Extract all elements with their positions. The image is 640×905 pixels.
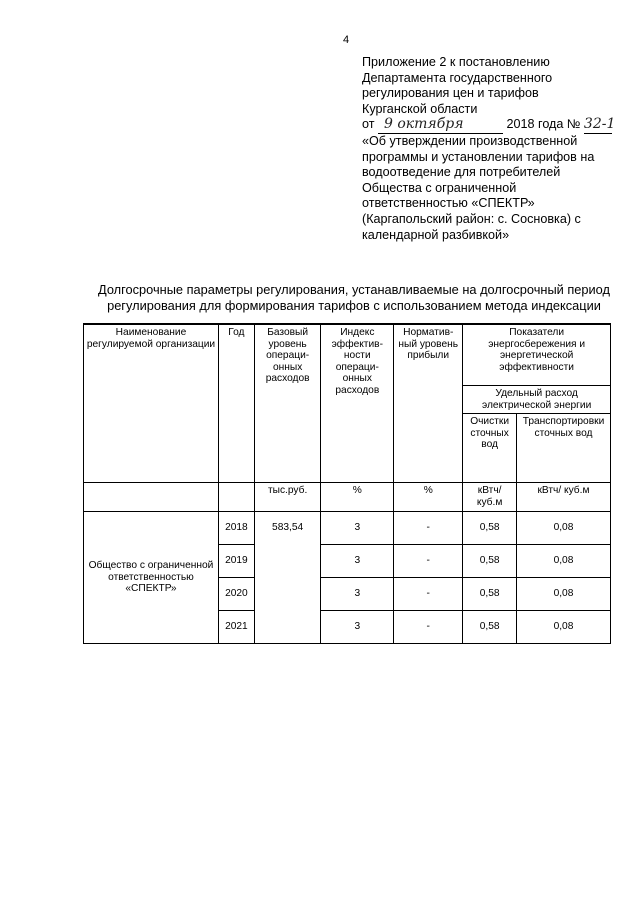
appendix-line: календарной разбивкой»: [362, 227, 510, 242]
index-cell: 3: [321, 578, 394, 611]
index-cell: 3: [321, 545, 394, 578]
appendix-line: программы и установлении тарифов на: [362, 149, 595, 164]
year-cell: 2018: [218, 512, 254, 545]
unit-norm: %: [394, 483, 463, 512]
index-cell: 3: [321, 611, 394, 644]
page-number: 4: [343, 34, 350, 46]
header-transport: Транспортировки сточных вод: [516, 414, 610, 483]
transport-cell: 0,08: [516, 512, 610, 545]
appendix-line: Департамента государственного: [362, 70, 553, 85]
parameters-table: [83, 323, 611, 644]
organization-name: Общество с ограниченной ответственностью «СПЕКТР»: [84, 512, 219, 644]
appendix-line: Курганской области: [362, 101, 478, 116]
handwritten-date: 9 октября: [378, 117, 503, 134]
unit-index: %: [321, 483, 394, 512]
document-title: [80, 282, 628, 314]
table-row: [84, 512, 611, 545]
unit-treatment: кВтч/ куб.м: [463, 483, 517, 512]
treatment-cell: 0,58: [463, 545, 517, 578]
appendix-line: Общества с ограниченной: [362, 180, 517, 195]
header-treatment: Очистки сточных вод: [463, 414, 517, 483]
appendix-date-line: [362, 117, 622, 134]
norm-cell: -: [394, 611, 463, 644]
from-prefix: от: [362, 117, 375, 132]
appendix-header: [362, 55, 622, 243]
year-cell: 2020: [218, 578, 254, 611]
index-cell: 3: [321, 512, 394, 545]
treatment-cell: 0,58: [463, 578, 517, 611]
treatment-cell: 0,58: [463, 512, 517, 545]
unit-transport: кВтч/ куб.м: [516, 483, 610, 512]
year-text: 2018 года №: [506, 117, 581, 132]
header-specific: Удельный расход электрической энергии: [463, 386, 611, 414]
norm-cell: -: [394, 578, 463, 611]
appendix-line: (Каргапольский район: с. Сосновка) с: [362, 211, 581, 226]
unit-name-empty: [84, 483, 219, 512]
title-line: Долгосрочные параметры регулирования, устанавливаемые на долгосрочный период: [98, 282, 610, 297]
header-name: Наименование регулируемой организации: [84, 324, 219, 483]
norm-cell: -: [394, 512, 463, 545]
transport-cell: 0,08: [516, 611, 610, 644]
transport-cell: 0,08: [516, 545, 610, 578]
header-energy: Показатели энергосбережения и энергетической эффективности: [463, 324, 611, 386]
unit-year-empty: [218, 483, 254, 512]
header-norm: Норматив-ный уровень прибыли: [394, 324, 463, 483]
treatment-cell: 0,58: [463, 611, 517, 644]
header-year: Год: [218, 324, 254, 483]
year-cell: 2021: [218, 611, 254, 644]
appendix-line: регулирования цен и тарифов: [362, 86, 539, 101]
header-index: Индекс эффектив-ности операци-онных расходов: [321, 324, 394, 483]
base-value: 583,54: [254, 512, 321, 644]
appendix-line: Приложение 2 к постановлению: [362, 55, 550, 69]
norm-cell: -: [394, 545, 463, 578]
appendix-line: ответственностью «СПЕКТР»: [362, 196, 535, 211]
unit-base: тыс.руб.: [254, 483, 321, 512]
appendix-line: водоотведение для потребителей: [362, 165, 561, 180]
handwritten-number: 32-1: [583, 116, 616, 133]
transport-cell: 0,08: [516, 578, 610, 611]
appendix-line: «Об утверждении производственной: [362, 133, 578, 148]
header-base: Базовый уровень операци-онных расходов: [254, 324, 321, 483]
year-cell: 2019: [218, 545, 254, 578]
title-line: регулирования для формирования тарифов с использованием метода индексации: [107, 297, 601, 313]
